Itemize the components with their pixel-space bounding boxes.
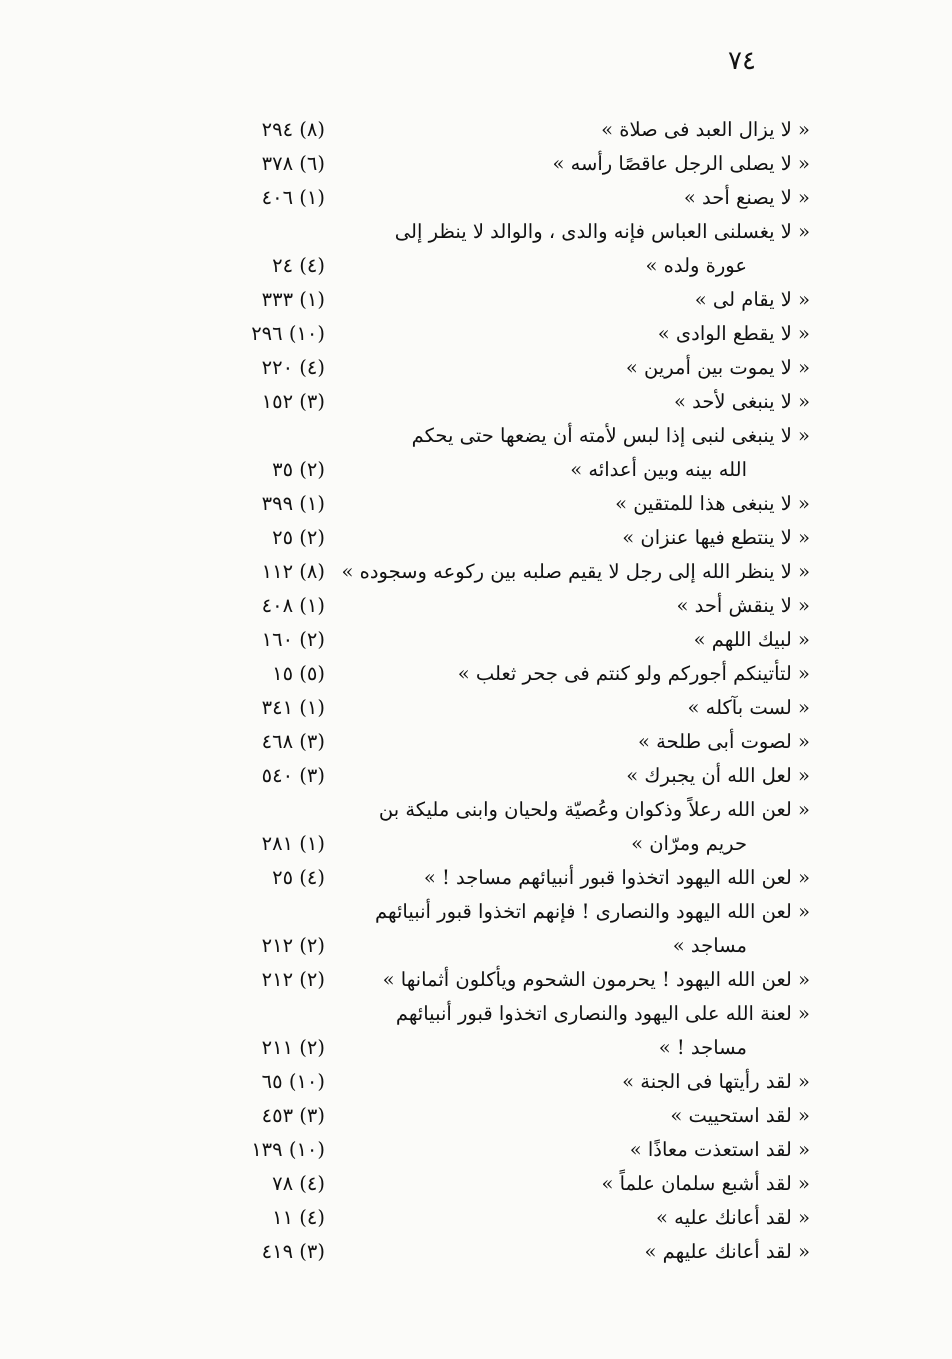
entry-text: « لقد أعانك عليهم »	[644, 1240, 810, 1263]
index-entry	[0, 1068, 952, 1102]
entry-text: عورة ولده »	[645, 254, 747, 277]
index-entry	[0, 320, 952, 354]
entry-text: « لا ينتطع فيها عنزان »	[622, 526, 810, 549]
index-entry	[0, 456, 952, 490]
entry-reference: (١) ٣٩٩	[261, 492, 325, 515]
entry-text: مساجد ! »	[658, 1036, 747, 1059]
index-entry	[0, 694, 952, 728]
entry-reference: (٨) ٢٩٤	[261, 118, 325, 141]
index-entry	[0, 116, 952, 150]
entry-reference: (٢) ١٦٠	[261, 628, 325, 651]
hadith-index-list	[0, 116, 952, 1272]
entry-reference: (٢) ٢١١	[261, 1036, 325, 1059]
index-entry	[0, 1034, 952, 1068]
entry-text: « لعن الله رعلاً وذكوان وعُصيّة ولحيان وابنى مليكة بن	[378, 798, 810, 821]
index-entry	[0, 388, 952, 422]
entry-text: « لا ينبغى هذا للمتقين »	[615, 492, 810, 515]
index-entry	[0, 490, 952, 524]
entry-reference: (٣) ٤٥٣	[261, 1104, 325, 1127]
index-entry	[0, 150, 952, 184]
entry-text: « لا ينبغى لأحد »	[673, 390, 810, 413]
entry-text: « لقد استعذت معاذًا »	[629, 1138, 810, 1161]
entry-text: « لا ينظر الله إلى رجل لا يقيم صلبه بين ركوعه وسجوده »	[341, 560, 810, 583]
entry-reference: (٥) ١٥	[272, 662, 325, 685]
entry-text: « لقد رأيتها فى الجنة »	[622, 1070, 810, 1093]
entry-text: « لا يقطع الوادى »	[657, 322, 810, 345]
entry-text: « لا يزال العبد فى صلاة »	[601, 118, 810, 141]
index-entry	[0, 286, 952, 320]
entry-reference: (٤) ٢٢٠	[261, 356, 325, 379]
entry-text: « لبيك اللهم »	[693, 628, 810, 651]
index-entry	[0, 830, 952, 864]
entry-text: « لا يصنع أحد »	[683, 186, 810, 209]
entry-reference: (٣) ١٥٢	[261, 390, 325, 413]
entry-reference: (١) ٤٠٨	[261, 594, 325, 617]
index-entry	[0, 422, 952, 456]
index-entry	[0, 728, 952, 762]
entry-text: « لعن الله اليهود اتخذوا قبور أنبيائهم مساجد ! »	[423, 866, 810, 889]
index-entry	[0, 524, 952, 558]
index-entry	[0, 592, 952, 626]
entry-text: « لا ينقش أحد »	[676, 594, 810, 617]
entry-text: حريم ومرّان »	[631, 832, 747, 855]
index-entry	[0, 864, 952, 898]
index-entry	[0, 660, 952, 694]
index-entry	[0, 1000, 952, 1034]
entry-reference: (٨) ١١٢	[261, 560, 325, 583]
entry-reference: (١٠) ٢٩٦	[251, 322, 325, 345]
index-entry	[0, 218, 952, 252]
entry-reference: (٢) ٣٥	[272, 458, 325, 481]
entry-text: « لقد أشبع سلمان علماً »	[601, 1172, 810, 1195]
index-entry	[0, 932, 952, 966]
entry-reference: (٢) ٢١٢	[261, 934, 325, 957]
entry-reference: (٦) ٣٧٨	[261, 152, 325, 175]
index-entry	[0, 626, 952, 660]
page-number: ٧٤	[728, 46, 756, 76]
entry-text: « لا ينبغى لنبى إذا لبس لأمته أن يضعها حتى يحكم	[411, 424, 810, 447]
index-entry	[0, 1238, 952, 1272]
entry-text: الله بينه وبين أعدائه »	[570, 458, 747, 481]
index-entry	[0, 898, 952, 932]
entry-reference: (١٠) ٦٥	[261, 1070, 325, 1093]
entry-reference: (٤) ١١	[272, 1206, 325, 1229]
entry-text: مساجد »	[672, 934, 747, 957]
entry-text: « لعل الله أن يجبرك »	[626, 764, 810, 787]
entry-text: « لعن الله اليهود ! يحرمون الشحوم ويأكلون أثمانها »	[382, 968, 810, 991]
index-entry	[0, 184, 952, 218]
index-entry	[0, 1102, 952, 1136]
entry-reference: (٣) ٤١٩	[261, 1240, 325, 1263]
index-entry	[0, 1136, 952, 1170]
index-entry	[0, 762, 952, 796]
entry-reference: (٤) ٧٨	[272, 1172, 325, 1195]
index-entry	[0, 558, 952, 592]
entry-reference: (٣) ٤٦٨	[261, 730, 325, 753]
entry-text: « لعنة الله على اليهود والنصارى اتخذوا قبور أنبيائهم	[395, 1002, 810, 1025]
index-entry	[0, 796, 952, 830]
entry-reference: (٢) ٢١٢	[261, 968, 325, 991]
entry-reference: (١) ٣٣٣	[261, 288, 325, 311]
entry-text: « لتأتينكم أجوركم ولو كنتم فى جحر ثعلب »	[457, 662, 810, 685]
entry-reference: (١) ٣٤١	[261, 696, 325, 719]
index-entry	[0, 354, 952, 388]
entry-reference: (١) ٢٨١	[261, 832, 325, 855]
entry-reference: (١٠) ١٣٩	[251, 1138, 325, 1161]
entry-text: « لا يصلى الرجل عاقصًا رأسه »	[552, 152, 810, 175]
entry-text: « لعن الله اليهود والنصارى ! فإنهم اتخذوا قبور أنبيائهم	[375, 900, 810, 923]
entry-text: « لا يموت بين أمرين »	[625, 356, 810, 379]
index-entry	[0, 966, 952, 1000]
entry-reference: (١) ٤٠٦	[261, 186, 325, 209]
entry-reference: (٤) ٢٥	[272, 866, 325, 889]
entry-text: « لست بآكله »	[687, 696, 810, 719]
entry-reference: (٤) ٢٤	[272, 254, 325, 277]
entry-text: « لا يغسلنى العباس فإنه والدى ، والوالد لا ينظر إلى	[394, 220, 810, 243]
entry-text: « لقد استحييت »	[670, 1104, 810, 1127]
index-entry	[0, 1170, 952, 1204]
entry-reference: (٣) ٥٤٠	[261, 764, 325, 787]
entry-reference: (٢) ٢٥	[272, 526, 325, 549]
index-entry	[0, 252, 952, 286]
entry-text: « لصوت أبى طلحة »	[637, 730, 810, 753]
index-entry	[0, 1204, 952, 1238]
entry-text: « لقد أعانك عليه »	[656, 1206, 810, 1229]
entry-text: « لا يقام لى »	[694, 288, 810, 311]
